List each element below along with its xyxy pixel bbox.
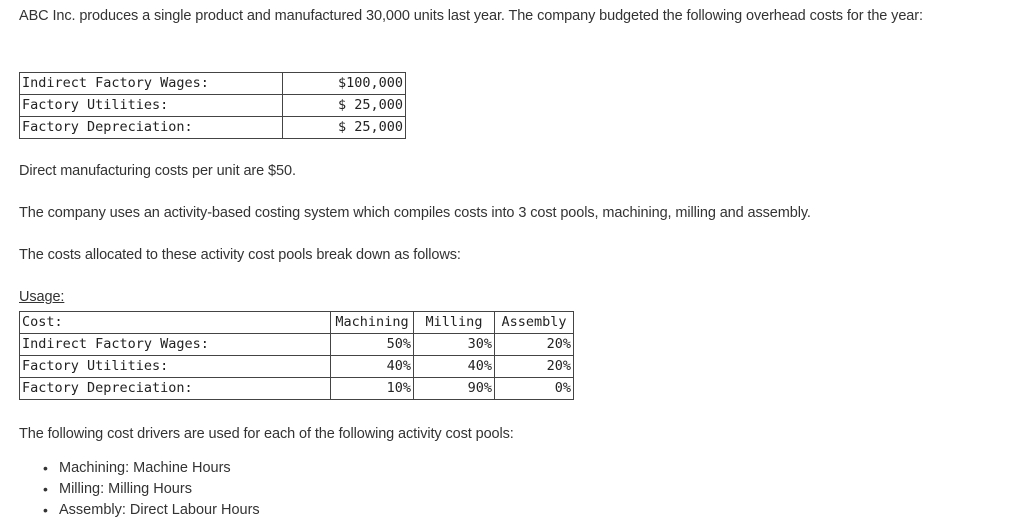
allocation-intro-paragraph: The costs allocated to these activity cost pools break down as follows: — [19, 247, 461, 263]
overhead-costs-table — [19, 72, 406, 139]
usage-milling-cell: 30% — [414, 334, 495, 356]
usage-assembly-cell: 20% — [495, 334, 574, 356]
list-item: • Assembly: Direct Labour Hours — [59, 500, 260, 521]
usage-row-label: Factory Utilities: — [20, 356, 331, 378]
table-row — [20, 117, 406, 139]
drivers-intro-paragraph: The following cost drivers are used for each of the following activity cost pools: — [19, 426, 514, 442]
overhead-label: Factory Depreciation: — [20, 117, 283, 139]
usage-row-label: Factory Depreciation: — [20, 378, 331, 400]
usage-assembly-cell: 0% — [495, 378, 574, 400]
usage-assembly-cell: 20% — [495, 356, 574, 378]
usage-table — [19, 311, 574, 400]
overhead-value: $100,000 — [283, 73, 406, 95]
table-row — [20, 95, 406, 117]
intro-paragraph: ABC Inc. produces a single product and manufactured 30,000 units last year. The company budgeted the following overhead costs for the year: — [19, 8, 923, 24]
usage-milling-cell: 40% — [414, 356, 495, 378]
table-row — [20, 73, 406, 95]
table-row — [20, 378, 574, 400]
list-item: • Milling: Milling Hours — [59, 479, 260, 500]
direct-costs-paragraph: Direct manufacturing costs per unit are $50. — [19, 163, 296, 179]
usage-machining-cell: 40% — [331, 356, 414, 378]
abc-system-paragraph: The company uses an activity-based costing system which compiles costs into 3 cost pools, machining, milling and assembly. — [19, 205, 811, 221]
usage-header-milling: Milling — [414, 312, 495, 334]
table-header-row — [20, 312, 574, 334]
table-row — [20, 356, 574, 378]
usage-machining-cell: 50% — [331, 334, 414, 356]
overhead-label: Factory Utilities: — [20, 95, 283, 117]
cost-drivers-list — [19, 458, 260, 521]
usage-header-machining: Machining — [331, 312, 414, 334]
usage-header-assembly: Assembly — [495, 312, 574, 334]
usage-header-cost: Cost: — [20, 312, 331, 334]
usage-machining-cell: 10% — [331, 378, 414, 400]
overhead-value: $ 25,000 — [283, 117, 406, 139]
usage-heading: Usage: — [19, 289, 65, 305]
usage-row-label: Indirect Factory Wages: — [20, 334, 331, 356]
list-item: • Machining: Machine Hours — [59, 458, 260, 479]
overhead-label: Indirect Factory Wages: — [20, 73, 283, 95]
table-row — [20, 334, 574, 356]
usage-milling-cell: 90% — [414, 378, 495, 400]
overhead-value: $ 25,000 — [283, 95, 406, 117]
